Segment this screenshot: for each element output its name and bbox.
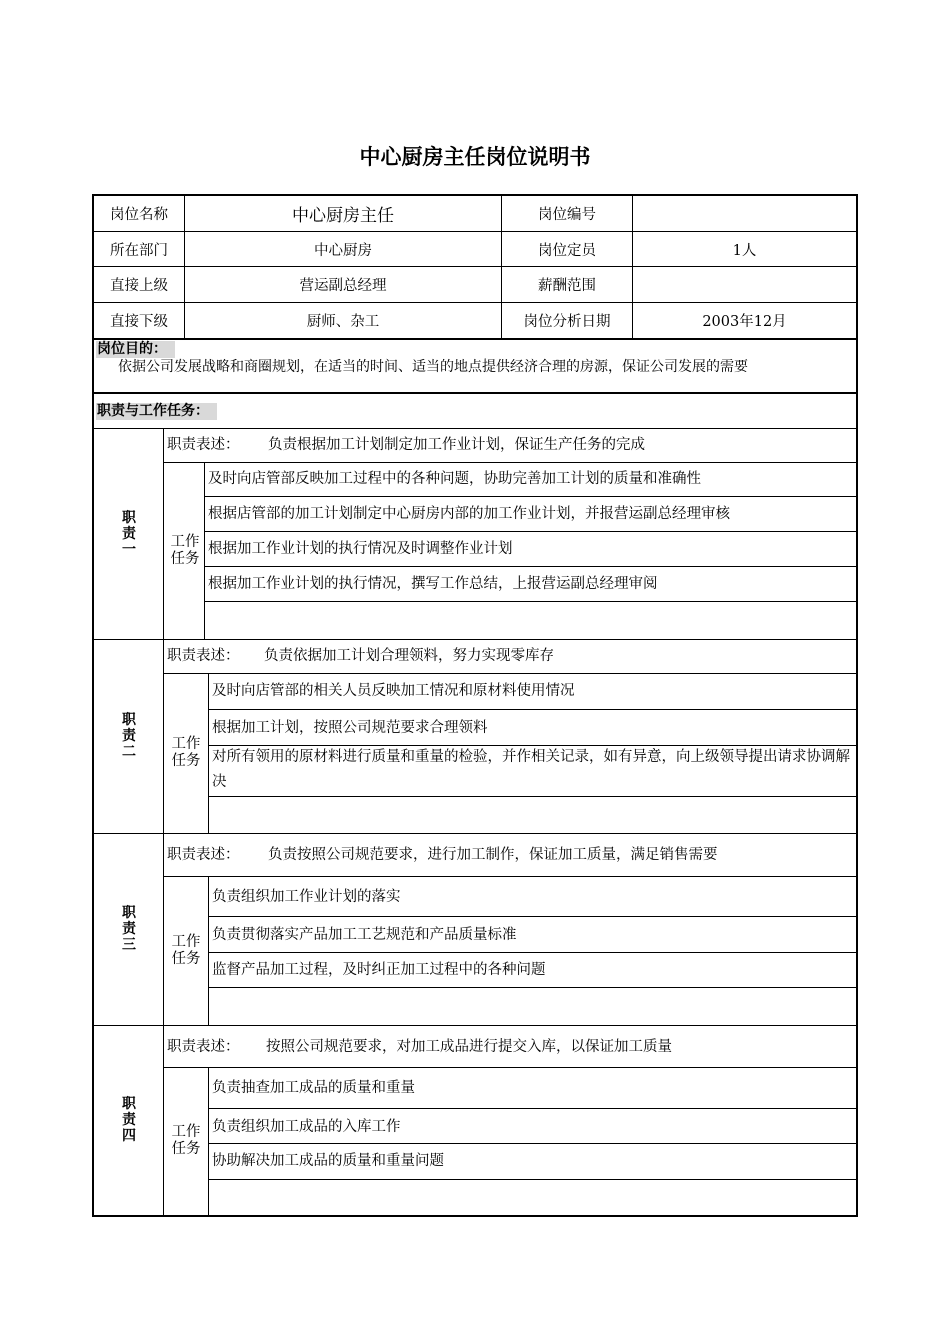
value-analysis-date: 2003年12月 [702,314,787,330]
duty-4-task-label: 工作任务 [171,1124,201,1157]
duty-4-statement-label: 职责表述： [167,1039,240,1055]
label-position-name: 岗位名称 [110,207,168,223]
label-subordinates: 直接下级 [110,314,168,330]
label-supervisor: 直接上级 [110,278,168,294]
value-position-code [633,196,856,231]
label-analysis-date: 岗位分析日期 [523,314,611,330]
duty-3-task-label: 工作任务 [171,933,201,967]
duty-2-statement-label: 职责表述： [167,648,240,664]
duty-2-statement: 负责依据加工计划合理领料，努力实现零库存 [264,648,554,664]
duty-3-task-3: 监督产品加工过程，及时纠正加工过程中的各种问题 [212,962,546,978]
purpose-text: 依据公司发展战略和商圈规划，在适当的时间、适当的地点提供经济合理的房源，保证公司发展的需要 [118,359,748,375]
duty-2-task-label: 工作任务 [171,736,201,769]
value-position-name: 中心厨房主任 [292,206,394,226]
duty-4-statement: 按照公司规范要求，对加工成品进行提交入库，以保证加工质量 [266,1039,672,1055]
duty-2-task-3: 对所有领用的原材料进行质量和重量的检验，并作相关记录，如有异意，向上级领导提出请求协调解决 [212,749,850,790]
purpose-heading: 岗位目的： [96,341,175,358]
duty-1-task-label: 工作任务 [170,533,200,567]
job-description-table [92,194,858,1217]
duty-2-label: 职责二 [122,712,136,760]
duty-4-task-3: 协助解决加工成品的质量和重量问题 [212,1153,444,1169]
duty-1-task-1: 及时向店管部反映加工过程中的各种问题，协助完善加工计划的质量和准确性 [208,471,701,487]
duty-1-task-3: 根据加工作业计划的执行情况及时调整作业计划 [208,541,513,557]
value-supervisor: 营运副总经理 [299,278,387,294]
duty-1-task-2: 根据店管部的加工计划制定中心厨房内部的加工作业计划，并报营运副总经理审核 [208,506,730,522]
value-department: 中心厨房 [314,242,372,259]
duty-4-task-1: 负责抽查加工成品的质量和重量 [212,1080,415,1096]
duties-heading: 职责与工作任务： [96,403,217,420]
duty-2-task-1: 及时向店管部的相关人员反映加工情况和原材料使用情况 [212,683,575,699]
duty-1-task-4: 根据加工作业计划的执行情况，撰写工作总结，上报营运副总经理审阅 [208,576,658,592]
duty-1-statement: 负责根据加工计划制定加工作业计划，保证生产任务的完成 [268,437,645,453]
duty-4-label: 职责四 [122,1096,136,1144]
duty-1-label: 职责一 [122,509,136,558]
value-salary-range [633,267,856,302]
duty-3-statement: 负责按照公司规范要求，进行加工制作，保证加工质量，满足销售需要 [268,847,718,863]
value-subordinates: 厨师、杂工 [306,314,380,330]
label-position-code: 岗位编号 [538,207,596,223]
duty-3-label: 职责三 [122,905,136,953]
value-headcount: 1人 [732,242,757,259]
label-headcount: 岗位定员 [538,242,596,259]
label-department: 所在部门 [110,242,168,259]
document-title: 中心厨房主任岗位说明书 [359,145,591,169]
duty-2-task-2: 根据加工计划，按照公司规范要求合理领料 [212,720,488,736]
duty-3-task-1: 负责组织加工作业计划的落实 [212,889,401,905]
duty-3-task-2: 负责贯彻落实产品加工工艺规范和产品质量标准 [212,927,517,943]
duty-1-statement-label: 职责表述： [167,437,240,453]
label-salary-range: 薪酬范围 [538,278,596,294]
duty-3-statement-label: 职责表述： [167,847,240,863]
duty-4-task-2: 负责组织加工成品的入库工作 [212,1119,401,1135]
